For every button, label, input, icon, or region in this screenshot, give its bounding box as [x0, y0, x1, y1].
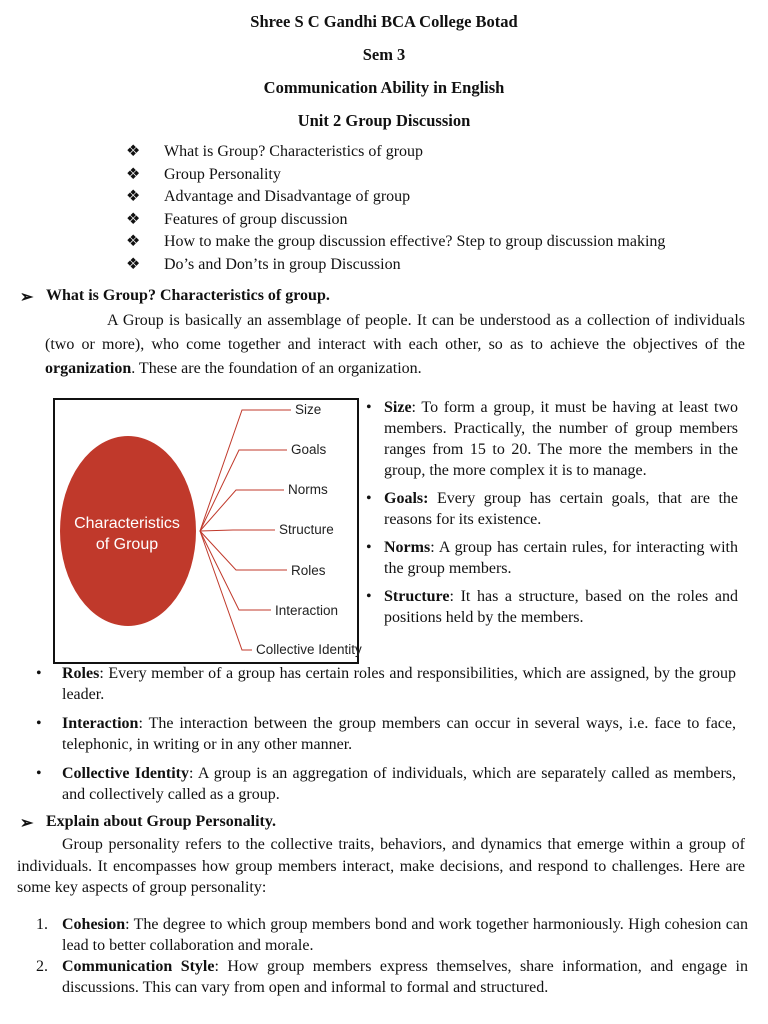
unit-title: Unit 2 Group Discussion [297, 111, 471, 130]
list-item: 2. Communication Style: How group members express themselves, share information, and engage in discussions. This can vary from open and informal to formal and structured. [36, 958, 749, 996]
list-item: • Goals: Every group has certain goals, that are the reasons for its existence. [366, 490, 738, 528]
topic-item: ❖ What is Group? Characteristics of group [126, 141, 665, 164]
subject-title: Communication Ability in English [263, 78, 505, 97]
arrow-bullet-icon: ➢ [20, 815, 34, 832]
branch-line [200, 410, 291, 531]
bullet-dot-icon: • [36, 715, 42, 732]
bullet-dot-icon: • [366, 588, 372, 605]
diagram-center-label: Characteristics of Group [74, 515, 180, 553]
diamond-bullet-icon: ❖ [126, 210, 141, 228]
branch-line [200, 531, 252, 650]
diagram-label-norms: Norms [288, 482, 328, 497]
list-item: • Norms: A group has certain rules, for interacting with the group members. [366, 539, 738, 577]
characteristics-diagram [53, 398, 362, 664]
college-title: Shree S C Gandhi BCA College Botad [250, 12, 518, 31]
bullet-dot-icon: • [366, 539, 372, 556]
branch-line [200, 531, 287, 570]
characteristics-list-right [366, 397, 738, 635]
section-heading-group: ➢ What is Group? Characteristics of group. [20, 287, 330, 306]
bullet-dot-icon: • [36, 665, 42, 682]
list-item: • Size: To form a group, it must be having at least two members. Practically, the number of group members ranges from 15 to 20. The more the members in the group, the more complex it is to manage. [366, 399, 739, 479]
diagram-label-structure: Structure [279, 522, 334, 537]
semester-title: Sem 3 [362, 45, 406, 64]
group-personality-aspects [36, 914, 748, 998]
list-item: • Roles: Every member of a group has certain roles and responsibilities, which are assigned, by the group leader. [36, 665, 736, 703]
arrow-bullet-icon: ➢ [20, 289, 34, 306]
diamond-bullet-icon: ❖ [126, 233, 141, 251]
group-personality-paragraph: Group personality refers to the collective traits, behaviors, and dynamics that emerge within a group of individuals. It encompasses how group members interact, make decisions, and respond to challenges. Here are some key aspects of group personality: [17, 836, 745, 896]
section-heading-group-personality: ➢ Explain about Group Personality. [20, 813, 276, 832]
topic-item: ❖ Group Personality [126, 164, 665, 187]
bullet-dot-icon: • [366, 399, 372, 416]
topic-item: ❖ Advantage and Disadvantage of group [126, 186, 665, 209]
characteristics-list-wide [36, 663, 736, 813]
topic-list [126, 141, 665, 277]
branch-line [200, 530, 275, 531]
topic-item: ❖ Features of group discussion [126, 209, 665, 232]
list-item: 1. Cohesion: The degree to which group members bond and work together harmoniously. High cohesion can lead to better collaboration and morale. [36, 916, 748, 954]
diagram-label-collective-identity: Collective Identity [256, 642, 362, 657]
topic-item: ❖ Do’s and Don’ts in group Discussion [126, 254, 665, 277]
diamond-bullet-icon: ❖ [126, 255, 141, 273]
list-item: • Structure: It has a structure, based on the roles and positions held by the members. [366, 588, 739, 626]
diagram-label-interaction: Interaction [275, 603, 339, 618]
diagram-label-goals: Goals [291, 442, 327, 457]
group-definition-paragraph: A Group is basically an assemblage of people. It can be understood as a collection of individuals (two or more), who come together and interact with each other, so as to achieve the objectives of the organization. These are the foundation of an organization. [45, 312, 745, 377]
topic-item: ❖ How to make the group discussion effective? Step to group discussion making [126, 231, 665, 254]
list-item: • Collective Identity: A group is an aggregation of individuals, which are separately called as members, and collectively called as a group. [36, 765, 737, 803]
bullet-dot-icon: • [36, 765, 42, 782]
list-item: • Interaction: The interaction between the group members can occur in several ways, i.e. face to face, telephonic, in writing or in any other manner. [36, 715, 736, 753]
diamond-bullet-icon: ❖ [126, 143, 141, 160]
bullet-dot-icon: • [366, 490, 372, 507]
diagram-label-size: Size [295, 402, 322, 417]
diamond-bullet-icon: ❖ [126, 165, 141, 183]
diagram-label-roles: Roles [291, 563, 326, 578]
organization-term: organization [45, 360, 132, 377]
diamond-bullet-icon: ❖ [126, 188, 141, 206]
